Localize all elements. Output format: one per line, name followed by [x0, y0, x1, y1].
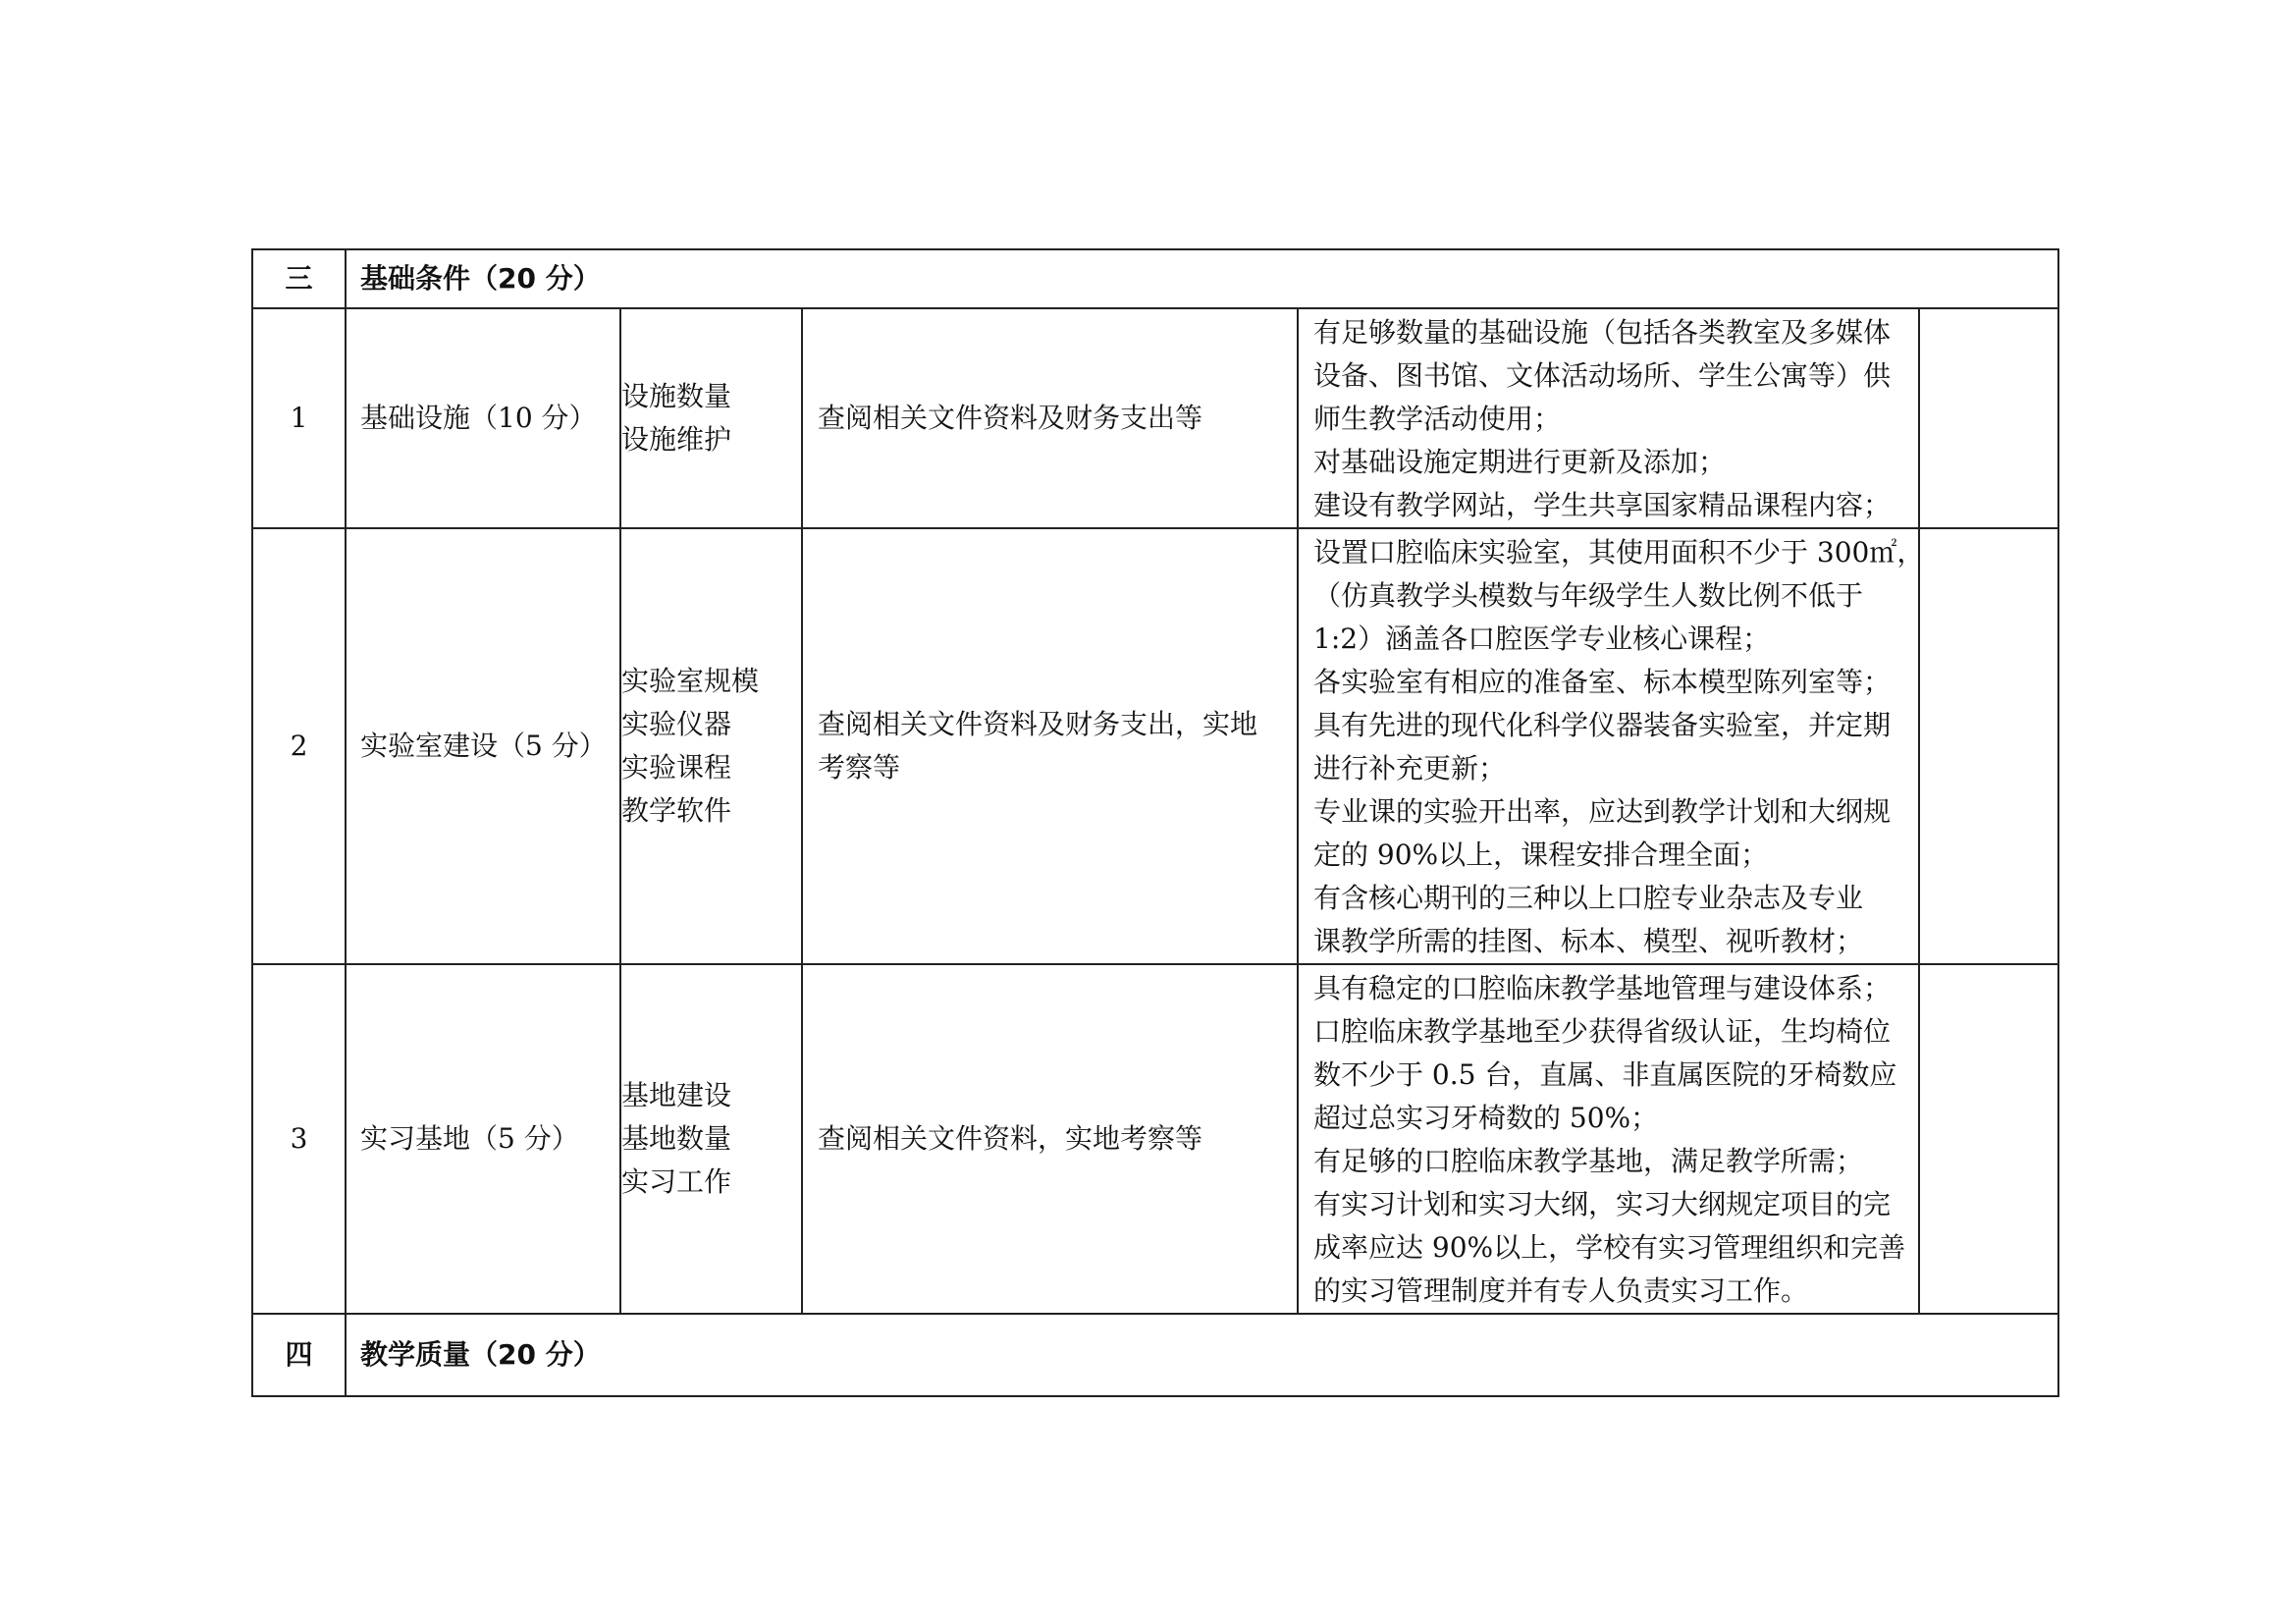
standard-line: 设备、图书馆、文体活动场所、学生公寓等）供 [1313, 359, 1892, 392]
section-header-row [252, 249, 2058, 308]
sub-item: 实习工作 [621, 1165, 732, 1198]
standard-line: 师生教学活动使用； [1313, 403, 1562, 435]
method-line: 考察等 [818, 751, 901, 784]
item-name: 实验室建设（5 分） [346, 528, 620, 964]
evaluation-standard [1298, 964, 1919, 1314]
standard-line: 各实验室有相应的准备室、标本模型陈列室等； [1313, 666, 1892, 698]
evaluation-standard [1298, 308, 1919, 528]
standard-line: 有含核心期刊的三种以上口腔专业杂志及专业 [1313, 882, 1864, 914]
standard-line: 具有先进的现代化科学仪器装备实验室，并定期 [1313, 709, 1892, 741]
row-number: 2 [252, 528, 346, 964]
standard-line: （仿真教学头模数与年级学生人数比例不低于 [1313, 579, 1864, 612]
sub-item: 基地数量 [621, 1122, 732, 1155]
standard-line: 有足够的口腔临床教学基地，满足教学所需； [1313, 1145, 1864, 1177]
method-line: 查阅相关文件资料及财务支出等 [818, 402, 1203, 434]
standard-line: 成率应达 90%以上，学校有实习管理组织和完善 [1313, 1231, 1906, 1264]
evaluation-method [802, 308, 1298, 528]
sub-items [620, 308, 802, 528]
evaluation-method [802, 528, 1298, 964]
sub-item: 设施维护 [621, 423, 732, 456]
sub-item: 实验室规模 [621, 665, 760, 697]
standard-line: 进行补充更新； [1313, 752, 1507, 785]
standard-line: 的实习管理制度并有专人负责实习工作。 [1313, 1274, 1809, 1307]
score-cell [1919, 308, 2058, 528]
row-number: 1 [252, 308, 346, 528]
sub-item: 实验仪器 [621, 708, 732, 740]
standard-line: 超过总实习牙椅数的 50%； [1313, 1102, 1659, 1134]
standard-line: 设置口腔临床实验室，其使用面积不少于 300㎡， [1313, 536, 1925, 568]
standard-line: 具有稳定的口腔临床教学基地管理与建设体系； [1313, 972, 1892, 1004]
score-cell [1919, 528, 2058, 964]
item-name: 实习基地（5 分） [346, 964, 620, 1314]
table-row [252, 964, 2058, 1314]
standard-line: 专业课的实验开出率，应达到教学计划和大纲规 [1313, 795, 1892, 828]
sub-item: 教学软件 [621, 794, 732, 827]
sub-item: 实验课程 [621, 751, 732, 784]
standard-line: 口腔临床教学基地至少获得省级认证，生均椅位 [1313, 1015, 1892, 1048]
evaluation-method [802, 964, 1298, 1314]
section-number: 四 [252, 1314, 346, 1396]
standard-line: 数不少于 0.5 台，直属、非直属医院的牙椅数应 [1313, 1058, 1897, 1091]
table-row [252, 308, 2058, 528]
standard-line: 对基础设施定期进行更新及添加； [1313, 446, 1727, 478]
sub-item: 设施数量 [621, 380, 732, 412]
score-cell [1919, 964, 2058, 1314]
section-title: 教学质量（20 分） [346, 1314, 2058, 1396]
evaluation-table [251, 248, 2059, 1397]
row-number: 3 [252, 964, 346, 1314]
sub-items [620, 528, 802, 964]
sub-items [620, 964, 802, 1314]
evaluation-standard [1298, 528, 1925, 964]
method-line: 查阅相关文件资料及财务支出，实地 [818, 708, 1258, 740]
sub-item: 基地建设 [621, 1079, 732, 1111]
section-title: 基础条件（20 分） [346, 249, 2058, 308]
method-line: 查阅相关文件资料，实地考察等 [818, 1122, 1203, 1155]
item-name: 基础设施（10 分） [346, 308, 620, 528]
standard-line: 课教学所需的挂图、标本、模型、视听教材； [1313, 925, 1864, 957]
section-number: 三 [252, 249, 346, 308]
standard-line: 有实习计划和实习大纲，实习大纲规定项目的完 [1313, 1188, 1892, 1220]
table-row [252, 528, 2058, 964]
standard-line: 有足够数量的基础设施（包括各类教室及多媒体 [1313, 316, 1892, 349]
standard-line: 定的 90%以上，课程安排合理全面； [1313, 839, 1769, 871]
standard-line: 建设有教学网站，学生共享国家精品课程内容； [1313, 489, 1892, 521]
section-header-row [252, 1314, 2058, 1396]
standard-line: 1:2）涵盖各口腔医学专业核心课程； [1313, 623, 1771, 655]
